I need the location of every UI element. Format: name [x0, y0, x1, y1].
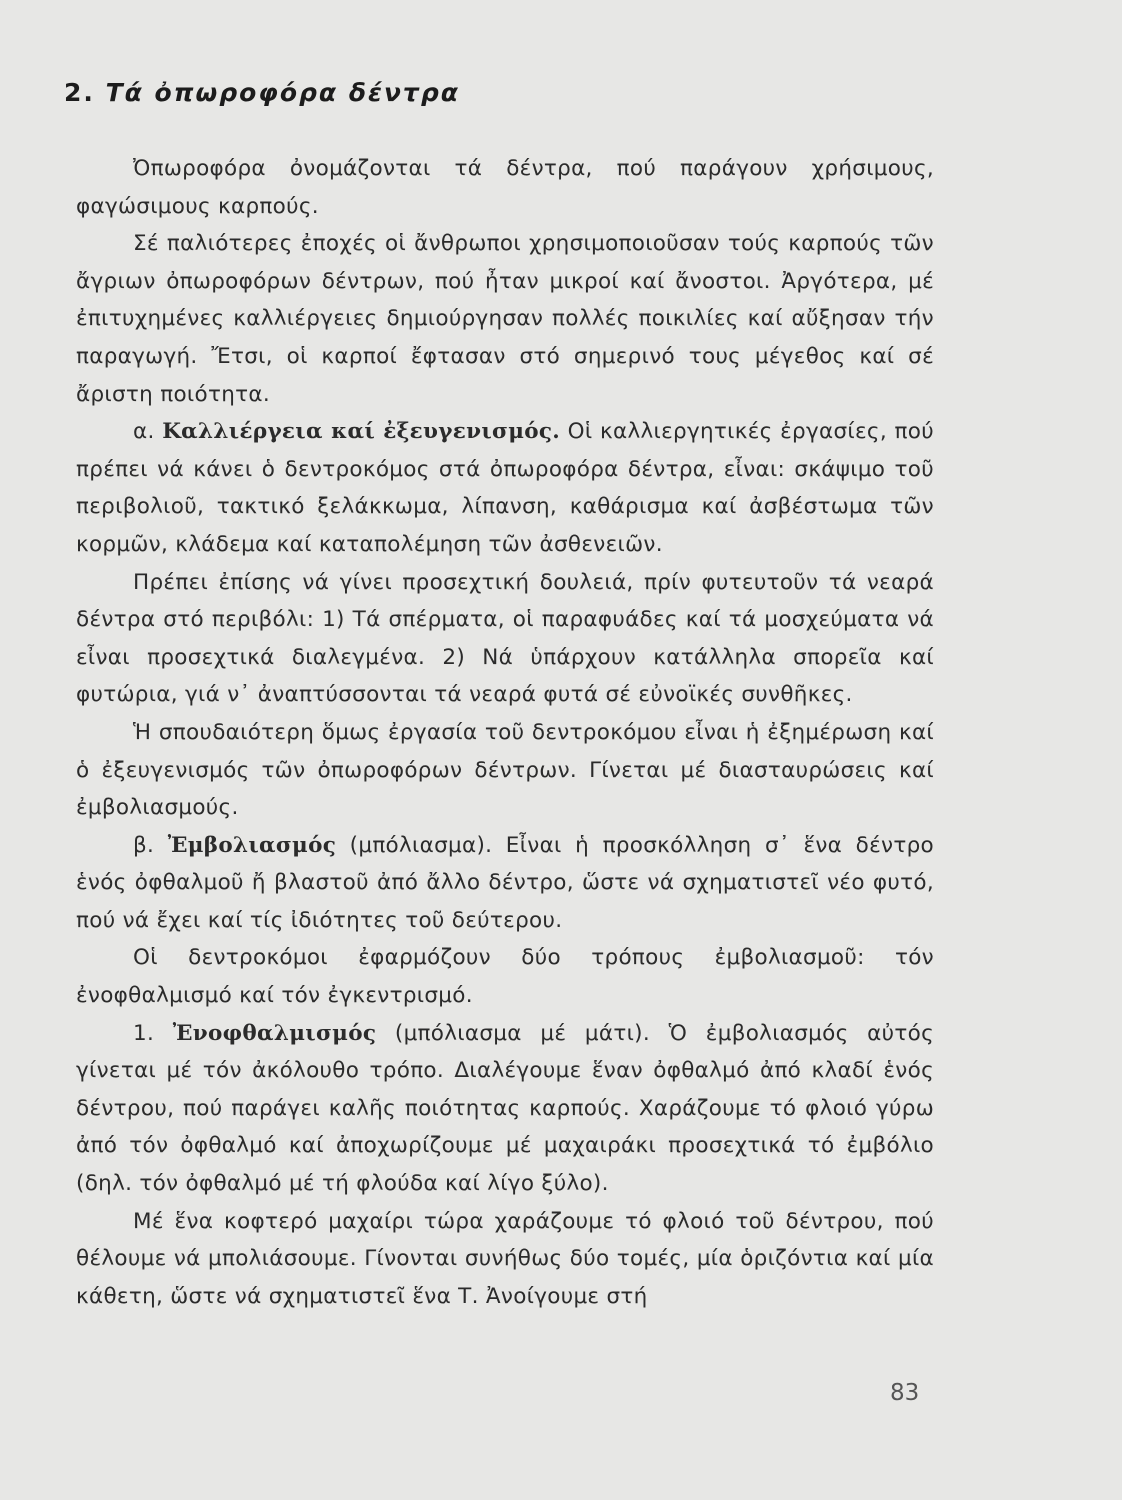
- paragraph: [76, 564, 934, 714]
- paragraph: [76, 714, 934, 827]
- paragraph-text: Μέ ἕνα κοφτερό μαχαίρι τώρα χαράζουμε τό φλοιό τοῦ δέντρου, πού θέλουμε νά μπολιάσουμε. Γίνονται συνήθως δύο τομές, μία ὁριζόντια καί μία κάθετη, ὥστε νά σχηματιστεῖ ἕνα Τ. Ἀνοίγουμε στή: [76, 1208, 934, 1309]
- paragraph: [76, 939, 934, 1014]
- subsection-title: Καλλιέργεια καί ἐξευγενισμός.: [162, 419, 561, 445]
- section-number: 2.: [64, 78, 95, 107]
- subsection-marker: α.: [133, 419, 163, 445]
- page-number: 83: [890, 1380, 920, 1406]
- subsection-marker: β.: [133, 832, 168, 858]
- paragraph-text: Ἡ σπουδαιότερη ὅμως ἐργασία τοῦ δεντροκόμου εἶναι ἡ ἐξημέρωση καί ὁ ἐξευγενισμός τῶν ὀπωροφόρων δέντρων. Γίνεται μέ διασταυρώσεις καί ἐμβολιασμούς.: [76, 719, 934, 821]
- paragraph: [76, 1203, 934, 1316]
- paragraph: [76, 225, 934, 413]
- paragraph-text: Οἱ καλλιεργητικές ἐργασίες, πού πρέπει νά κάνει ὁ δεντροκόμος στά ὀπωροφόρα δέντρα, εἶναι: σκάψιμο τοῦ περιβολιοῦ, τακτικό ξελάκκωμα, λίπανση, καθάρισμα καί ἀσβέστωμα τῶν κορμῶν, κλάδεμα καί καταπολέμηση τῶν ἀσθενειῶν.: [76, 419, 934, 557]
- subsection-marker: 1.: [133, 1020, 173, 1046]
- paragraph: [76, 827, 934, 940]
- paragraph-text: Πρέπει ἐπίσης νά γίνει προσεχτική δουλειά, πρίν φυτευτοῦν τά νεαρά δέντρα στό περιβόλι: 1) Τά σπέρματα, οἱ παραφυάδες καί τά μοσχεύματα νά εἶναι προσεχτικά διαλεγμένα. 2) Νά ὑπάρχουν κατάλληλα σπορεῖα καί φυτώρια, γιά ν᾿ ἀναπτύσσονται τά νεαρά φυτά σέ εὐνοϊκές συνθῆκες.: [76, 569, 934, 708]
- body-text: [76, 150, 934, 1315]
- paragraph-text: Σέ παλιότερες ἐποχές οἱ ἄνθρωποι χρησιμοποιοῦσαν τούς καρπούς τῶν ἄγριων ὀπωροφόρων δέντρων, πού ἦταν μικροί καί ἄνοστοι. Ἀργότερα, μέ ἐπιτυχημένες καλλιέργειες δημιούργησαν πολλές ποικιλίες καί αὔξησαν τήν παραγωγή. Ἔτσι, οἱ καρποί ἔφτασαν στό σημερινό τους μέγεθος καί σέ ἄριστη ποιότητα.: [76, 231, 934, 407]
- section-title: Τά ὀπωροφόρα δέντρα: [105, 78, 460, 107]
- paragraph-text: Ὀπωροφόρα ὀνομάζονται τά δέντρα, πού παράγουν χρήσιμους, φαγώσιμους καρπούς.: [76, 156, 934, 219]
- paragraph: [76, 413, 934, 563]
- paragraph: [76, 1015, 934, 1203]
- paragraph-text: Οἱ δεντροκόμοι ἐφαρμόζουν δύο τρόπους ἐμβολιασμοῦ: τόν ἐνοφθαλμισμό καί τόν ἐγκεντρισμό.: [76, 945, 934, 1009]
- section-heading: [64, 78, 460, 107]
- paragraph: [76, 150, 934, 225]
- paragraph-text: (μπόλιασμα μέ μάτι). Ὁ ἐμβολιασμός αὐτός γίνεται μέ τόν ἀκόλουθο τρόπο. Διαλέγουμε ἕναν ὀφθαλμό ἀπό κλαδί ἑνός δέντρου, πού παράγει καλῆς ποιότητας καρπούς. Χαράζουμε τό φλοιό γύρω ἀπό τόν ὀφθαλμό καί ἀποχωρίζουμε μέ μαχαιράκι προσεχτικά τό ἐμβόλιο (δηλ. τόν ὀφθαλμό μέ τή φλούδα καί λίγο ξύλο).: [76, 1020, 935, 1197]
- subsection-title: Ἐμβολιασμός: [167, 832, 337, 858]
- paragraph-text: (μπόλιασμα). Εἶναι ἡ προσκόλληση σ᾿ ἕνα δέντρο ἑνός ὀφθαλμοῦ ἤ βλαστοῦ ἀπό ἄλλο δέντρο, ὥστε νά σχηματιστεῖ νέο φυτό, πού νά ἔχει καί τίς ἰδιότητες τοῦ δεύτερου.: [76, 832, 934, 933]
- subsection-title: Ἐνοφθαλμισμός: [172, 1020, 377, 1046]
